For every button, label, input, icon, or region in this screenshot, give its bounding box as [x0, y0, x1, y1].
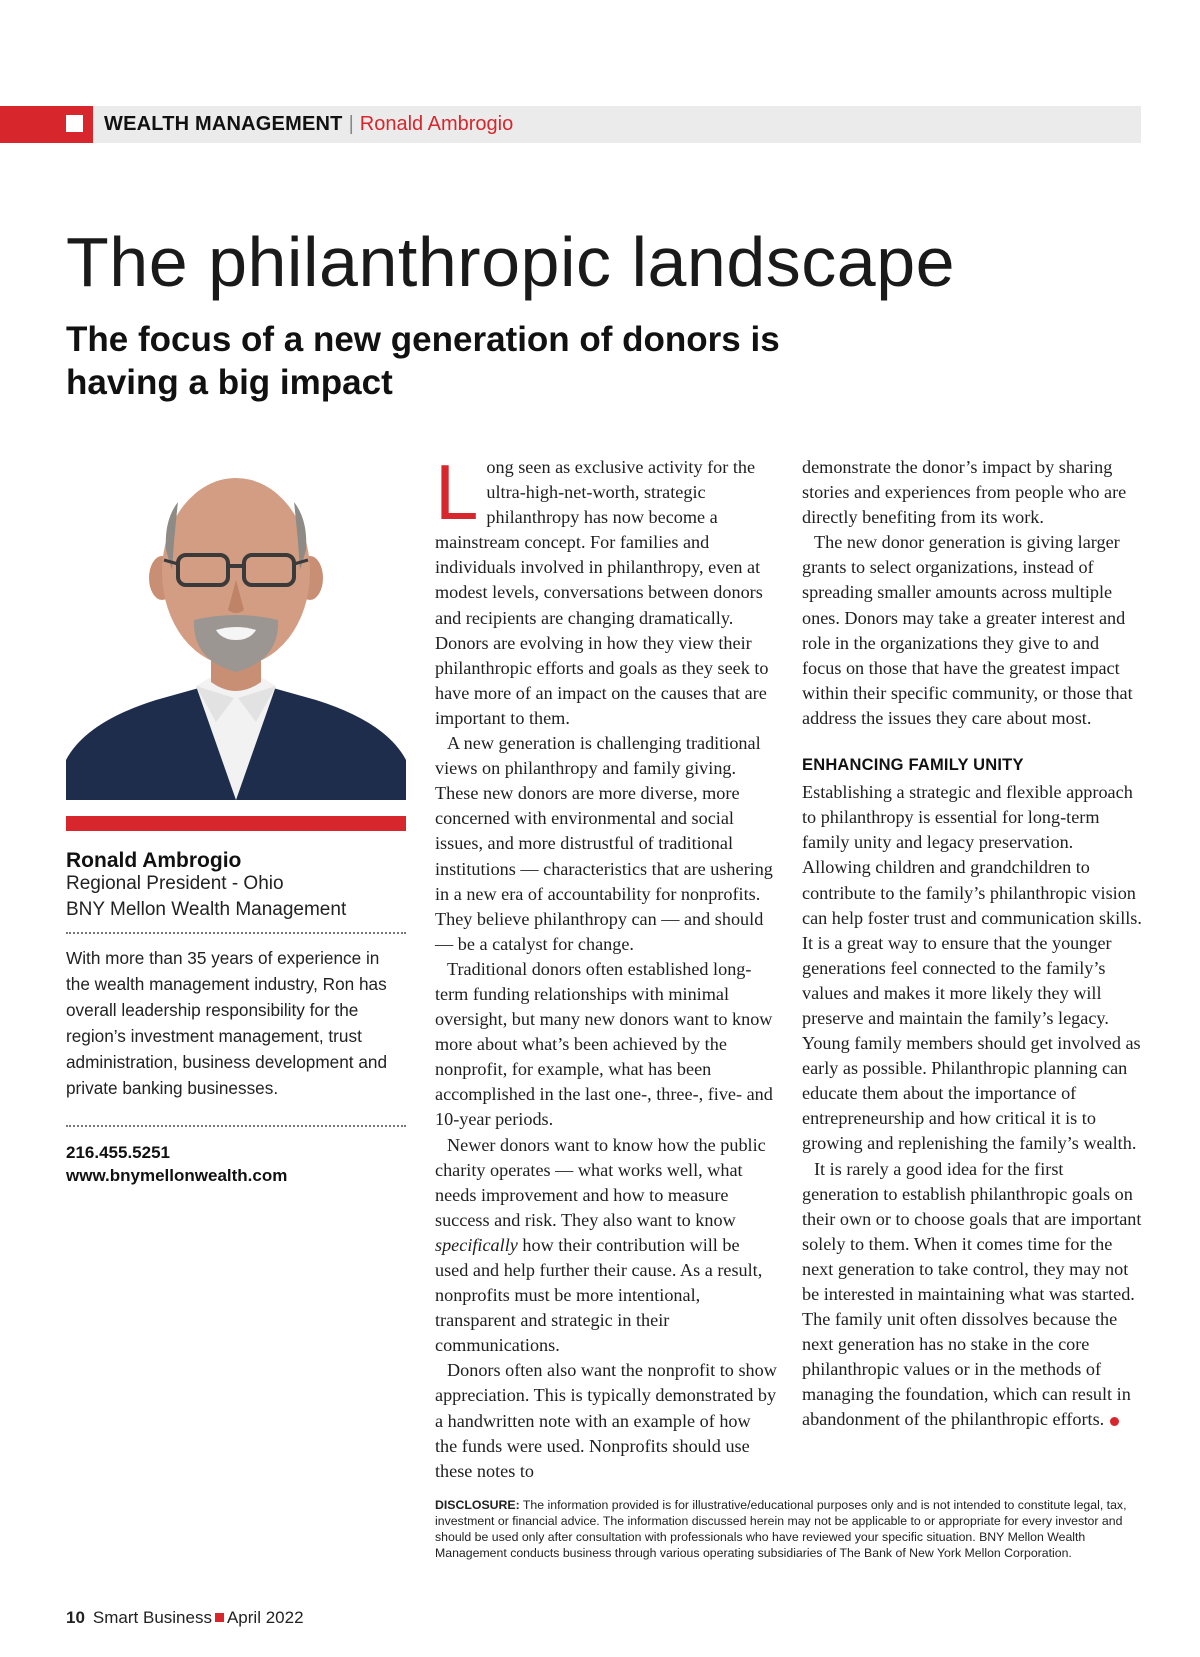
article-paragraph — [435, 1133, 777, 1359]
section-separator: | — [348, 113, 354, 135]
author-portrait — [66, 460, 406, 800]
bio-dotted-divider — [66, 1125, 406, 1127]
article-subtitle: The focus of a new generation of donors is having a big impact — [66, 320, 780, 402]
paragraph-text: ong seen as exclusive activity for the ultra-high-net-worth, strategic philanthropy has now become a mainstream concept. For families and individuals involved in philanthropy, even at modest levels, conversations between donors and recipients are changing dramatically. Donors are evolving in how they view their philanthropic efforts and goals as they seek to have more of an impact on the causes that are important to them. — [435, 457, 769, 728]
bio-phone[interactable]: 216.455.5251 — [66, 1143, 170, 1162]
article-column-2 — [802, 455, 1142, 1433]
section-heading: ENHANCING FAMILY UNITY — [802, 756, 1024, 775]
article-paragraph — [435, 448, 777, 731]
disclosure-text: The information provided is for illustrative/educational purposes only and is not intended to constitute legal, tax, investment or financial advice. The information discussed herein may not be applicable to or appropriate for every investor and should be used only after consultation with professionals who have reviewed your specific situation. BNY Mellon Wealth Management conducts business through various operating subsidiaries of The Bank of New York Mellon Corporation. — [435, 1498, 1127, 1561]
article-column-1 — [435, 448, 777, 1484]
end-mark-icon — [1110, 1417, 1119, 1426]
issue-date: April 2022 — [226, 1608, 304, 1627]
section-header — [104, 106, 513, 143]
disclosure-label: DISCLOSURE: — [435, 1498, 520, 1512]
article-paragraph: A new generation is challenging traditional views on philanthropy and family giving. These new donors are more diverse, more concerned with environmental and social issues, and more distrustful of traditional institutions — characteristics that are ushering in a new era of accountability for nonprofits. They believe philanthropy can — and should — be a catalyst for change. — [435, 733, 773, 954]
article-paragraph: The new donor generation is giving larger grants to select organizations, instead of spreading smaller amounts across multiple ones. Donors may take a greater interest and role in the organizations they give to and focus on those that have the greatest impact within their specific community, or those that address the issues they care about most. — [802, 532, 1133, 728]
header-square-icon — [66, 115, 83, 132]
bio-dotted-divider — [66, 932, 406, 934]
bio-divider-bar — [66, 816, 406, 831]
paragraph-text: how their contribution will be used and help further their cause. As a result, nonprofits must be more intentional, transparent and strategic in their communications. — [435, 1234, 763, 1356]
drop-cap: L — [435, 448, 479, 536]
portrait-illustration — [66, 460, 406, 800]
page-footer — [66, 1608, 304, 1628]
article-paragraph: demonstrate the donor’s impact by sharing stories and experiences from people who are directly benefiting from its work. — [802, 457, 1127, 528]
emphasis-text: specifically — [435, 1234, 518, 1255]
page-number: 10 — [66, 1608, 85, 1627]
paragraph-text: Newer donors want to know how the public charity operates — what works well, what needs improvement and how to measure success and risk. They also want to know — [435, 1134, 766, 1230]
header-author: Ronald Ambrogio — [359, 113, 514, 135]
section-label: WEALTH MANAGEMENT — [104, 113, 343, 135]
article-paragraph: Donors often also want the nonprofit to show appreciation. This is typically demonstrated by a handwritten note with an example of how the funds were used. Nonprofits should use these notes to — [435, 1360, 777, 1481]
paragraph-text: It is rarely a good idea for the first generation to establish philanthropic goals on their own or to choose goals that are important solely to them. When it comes time for the next generation to take control, they may not be interested in maintaining what was started. The family unit often dissolves because the next generation has no stake in the core philanthropic values or in the methods of managing the foundation, which can result in abandonment of the philanthropic efforts. — [802, 1158, 1142, 1430]
article-title: The philanthropic landscape — [66, 223, 956, 301]
bio-company: BNY Mellon Wealth Management — [66, 899, 347, 920]
footer-square-icon — [215, 1613, 224, 1622]
article-paragraph — [802, 1157, 1142, 1433]
bio-description: With more than 35 years of experience in the wealth management industry, Ron has overall leadership responsibility for the region’s investment management, trust administration, business development and private banking businesses. — [66, 948, 388, 1098]
bio-name: Ronald Ambrogio — [66, 849, 242, 872]
disclosure — [435, 1497, 1135, 1561]
bio-website-link[interactable]: www.bnymellonwealth.com — [66, 1166, 288, 1185]
article-paragraph: Traditional donors often established long-term funding relationships with minimal oversight, but many new donors want to know more about what’s been achieved by the nonprofit, for example, what has been accomplished in the last one-, three-, five- and 10-year periods. — [435, 958, 773, 1130]
article-paragraph: Establishing a strategic and flexible approach to philanthropy is essential for long-term family unity and legacy preservation. Allowing children and grandchildren to contribute to the family’s philanthropic vision can help foster trust and communication skills. It is a great way to ensure that the younger generations feel connected to the family’s values and makes it more likely they will preserve and maintain the family’s legacy. Young family members should get involved as early as possible. Philanthropic planning can educate them about the importance of entrepreneurship and how critical it is to growing and replenishing the family’s wealth. — [802, 782, 1142, 1154]
publication-name: Smart Business — [92, 1608, 212, 1627]
bio-role: Regional President - Ohio — [66, 873, 284, 894]
